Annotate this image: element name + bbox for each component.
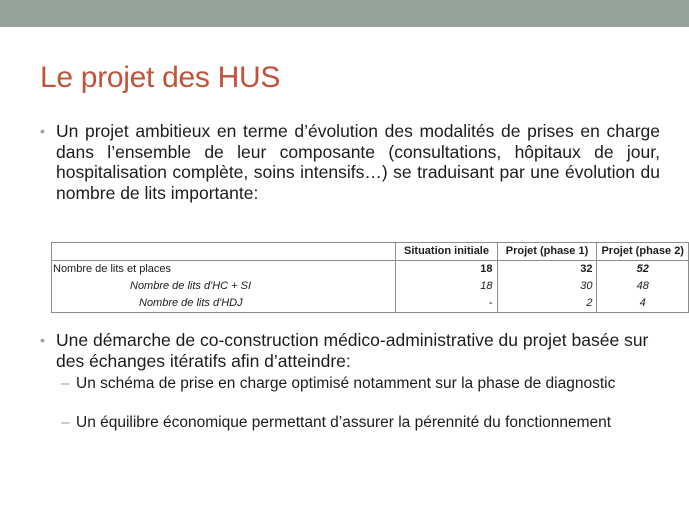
- table-row: [52, 278, 689, 295]
- bullet-2-text: Une démarche de co-construction médico-administrative du projet basée sur des échanges itératifs afin d’atteindre:: [56, 330, 649, 371]
- table-cell: 18: [396, 278, 497, 295]
- beds-table: [51, 242, 689, 313]
- table-header-initial: Situation initiale: [396, 243, 497, 261]
- table-cell: 4: [597, 295, 689, 313]
- table-row: [52, 261, 689, 279]
- table-cell: 2: [497, 295, 597, 313]
- bullet-marker: •: [40, 332, 45, 348]
- sub-bullet-marker: –: [61, 414, 70, 431]
- bullet-marker: •: [40, 123, 45, 139]
- table-cell: -: [396, 295, 497, 313]
- table-cell: 18: [396, 261, 497, 279]
- table-header-row: [52, 243, 689, 261]
- table-cell: 48: [597, 278, 689, 295]
- table-row: [52, 295, 689, 313]
- table-cell: 30: [497, 278, 597, 295]
- sub-bullet-marker: –: [61, 375, 70, 392]
- table-header-phase2: Projet (phase 2): [597, 243, 689, 261]
- sub-bullet-2-text: Un équilibre économique permettant d’assurer la pérennité du fonctionnement: [76, 414, 612, 431]
- table-row-label: Nombre de lits et places: [52, 261, 396, 279]
- table-header-phase1: Projet (phase 1): [497, 243, 597, 261]
- table-header-empty: [52, 243, 396, 261]
- table-row-label: Nombre de lits d'HDJ: [52, 295, 396, 313]
- top-accent-bar: [0, 0, 689, 27]
- slide-title: Le projet des HUS: [40, 61, 281, 94]
- table-cell: 52: [597, 261, 689, 279]
- sub-bullet-1-text: Un schéma de prise en charge optimisé notamment sur la phase de diagnostic: [76, 375, 616, 392]
- table-cell: 32: [497, 261, 597, 279]
- table-row-label: Nombre de lits d'HC + SI: [52, 278, 396, 295]
- bullet-1-text: Un projet ambitieux en terme d’évolution des modalités de prises en charge dans l’ensemble de leur composante (consultations, hôpitaux de jour, hospitalisation complète, soins intensifs…) se traduisant par une évolution du nombre de lits importante:: [56, 121, 660, 203]
